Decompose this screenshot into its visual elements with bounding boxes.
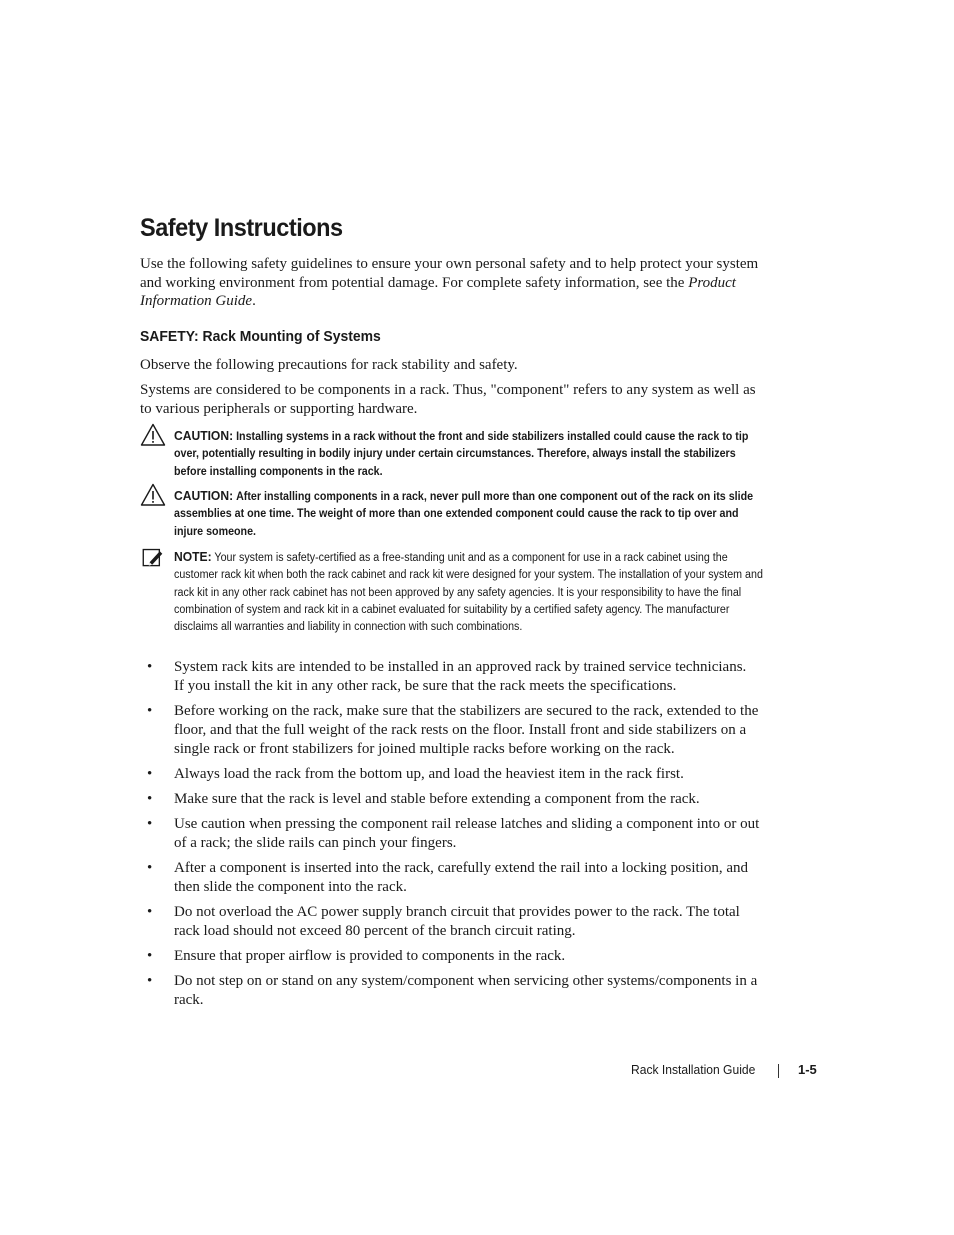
bullet-glyph: • <box>147 948 153 965</box>
list-item-text: Ensure that proper airflow is provided to components in the rack. <box>174 948 566 965</box>
section-paragraph-1: Observe the following precautions for rack stability and safety. <box>140 357 518 373</box>
bullet-glyph: • <box>147 860 153 877</box>
bullet-glyph: • <box>147 816 153 833</box>
bullet-glyph: • <box>147 659 153 675</box>
list-item-text: Use caution when pressing the component rail release latches and sliding a component into or out of a rack; the slide rails can pinch your fingers. <box>174 816 760 851</box>
list-item-text: Make sure that the rack is level and stable before extending a component from the rack. <box>174 790 700 807</box>
bullet-glyph: • <box>147 702 153 719</box>
note-label: NOTE: <box>174 549 212 564</box>
intro-end: . <box>252 293 256 309</box>
list-item-text: Do not step on or stand on any system/component when servicing other systems/components in a rack. <box>174 973 758 1009</box>
caution-label: CAUTION: <box>174 488 234 503</box>
caution-notice-1 <box>140 427 760 481</box>
list-item <box>140 815 760 853</box>
section-paragraph-2: Systems are considered to be components in a rack. Thus, "component" refers to any system as well as to various peripherals or supporting hardware. <box>140 382 756 417</box>
caution-text-1 <box>174 427 769 481</box>
bullet-glyph: • <box>147 973 153 990</box>
intro-paragraph <box>140 255 760 311</box>
intro-text: Use the following safety guidelines to ensure your own personal safety and to help protect your system and working environment from potential damage. For complete safety information, see the <box>140 256 759 291</box>
caution-body: Installing systems in a rack without the front and side stabilizers installed could cause the rack to tip over, potentially resulting in bodily injury under certain circumstances. Therefore, always install the stabilizers before installing components in the rack. <box>174 431 749 478</box>
list-item-text: System rack kits are intended to be installed in an approved rack by trained service technicians. If you install the kit in any other rack, be sure that the rack meets the specifications. <box>174 659 747 694</box>
list-item <box>140 658 760 696</box>
caution-triangle-icon <box>140 423 166 447</box>
list-item-text: After a component is inserted into the rack, carefully extend the rail into a locking position, and then slide the component into the rack. <box>174 860 748 895</box>
section-heading: SAFETY: Rack Mounting of Systems <box>140 328 381 345</box>
bullet-glyph: • <box>147 765 153 782</box>
note-notice <box>140 548 763 636</box>
caution-triangle-icon <box>140 483 166 507</box>
footer-separator <box>778 1064 779 1078</box>
list-item-text: Before working on the rack, make sure that the stabilizers are secured to the rack, extended to the floor, and that the full weight of the rack rests on the floor. Install front and side stabilizers on a single rack or front stabilizers for joined multiple racks before working on the rack. <box>174 702 759 757</box>
page-title: Safety Instructions <box>140 214 343 242</box>
list-item-text: Always load the rack from the bottom up, and load the heaviest item in the rack first. <box>174 765 684 782</box>
caution-text-2 <box>174 487 769 541</box>
caution-notice-2 <box>140 487 760 541</box>
list-item <box>140 702 760 758</box>
list-item-text: Do not overload the AC power supply branch circuit that provides power to the rack. The total rack load should not exceed 80 percent of the branch circuit rating. <box>174 904 740 939</box>
note-pencil-icon <box>142 547 164 569</box>
caution-body: After installing components in a rack, never pull more than one component out of the rack on its slide assemblies at one time. The weight of more than one extended component could cause the rack to tip over and injure someone. <box>174 491 754 538</box>
page-number: 1-5 <box>798 1062 817 1077</box>
list-item <box>140 765 760 784</box>
list-item <box>140 903 760 941</box>
list-item <box>140 947 760 966</box>
note-body: Your system is safety-certified as a free-standing unit and as a component for use in a rack cabinet using the customer rack kit when both the rack cabinet and rack kit were designed for your system. The installation of your system and rack kit in any other rack cabinet has not been approved by any safety agencies. It is your responsibility to have the final combination of system and rack kit in a cabinet evaluated for suitability by a certified safety agency. The manufacturer disclaims all warranties and liability in connection with such combinations. <box>174 552 763 634</box>
precautions-list <box>140 658 760 1016</box>
bullet-glyph: • <box>147 904 153 921</box>
footer-guide-title: Rack Installation Guide <box>631 1062 756 1077</box>
list-item <box>140 972 760 1010</box>
note-text <box>174 548 769 636</box>
bullet-glyph: • <box>147 790 153 807</box>
caution-label: CAUTION: <box>174 428 234 443</box>
list-item <box>140 790 760 809</box>
list-item <box>140 859 760 897</box>
guide-title: Product Information Guide <box>140 274 736 309</box>
